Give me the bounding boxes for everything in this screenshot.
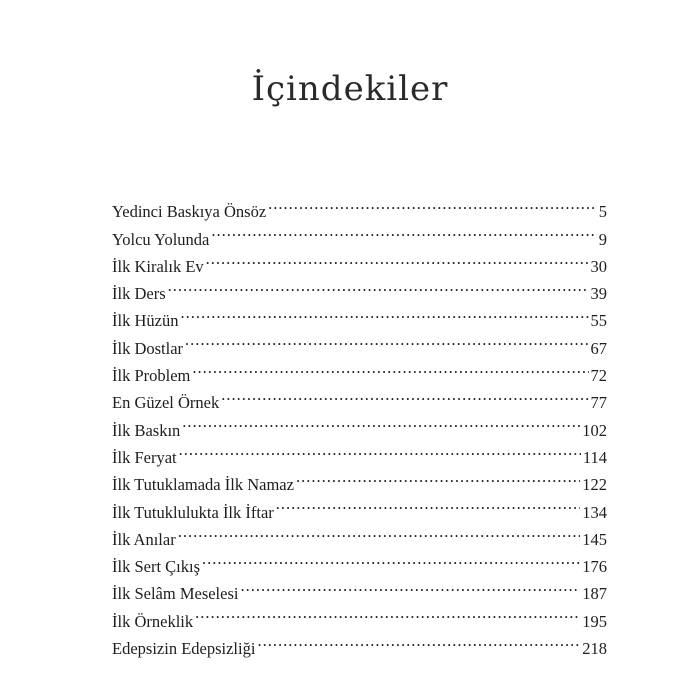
dot-leader [195, 599, 580, 626]
toc-entry-page-number: 176 [582, 557, 607, 577]
dot-leader [296, 463, 580, 490]
dot-leader [179, 436, 581, 463]
toc-entry-label: İlk Örneklik [112, 611, 194, 631]
dot-leader [178, 518, 581, 545]
toc-entry-page-number: 72 [590, 366, 607, 386]
toc-entry-label: İlk Problem [112, 366, 191, 386]
toc-entry-page-number: 39 [590, 284, 607, 304]
dot-leader [268, 190, 597, 217]
toc-entry-label: İlk Feryat [112, 447, 177, 467]
toc-entry-label: İlk Sert Çıkış [112, 557, 201, 577]
table-of-contents [112, 190, 607, 659]
toc-entry-page-number: 30 [590, 256, 607, 276]
toc-entry [112, 299, 607, 331]
toc-entry-page-number: 145 [582, 529, 607, 549]
toc-entry-page-number: 55 [590, 311, 607, 331]
toc-entry [112, 436, 607, 467]
toc-entry-page-number: 102 [582, 420, 607, 440]
toc-entry-label: İlk Hüzün [112, 311, 179, 331]
dot-leader [206, 245, 589, 272]
dot-leader [185, 326, 588, 353]
toc-entry-label: İlk Kiralık Ev [112, 256, 204, 276]
toc-entry [112, 518, 607, 549]
toc-entry-label: Yedinci Baskıya Önsöz [112, 202, 267, 222]
toc-entry-label: İlk Selâm Meselesi [112, 584, 239, 604]
dot-leader [202, 545, 580, 572]
dot-leader [211, 217, 596, 244]
toc-entry [112, 190, 607, 222]
toc-entry-page-number: 67 [590, 338, 607, 358]
toc-entry [112, 272, 607, 304]
dot-leader [221, 381, 588, 408]
toc-entry-label: İlk Anılar [112, 529, 176, 549]
toc-entry-label: Yolcu Yolunda [112, 229, 210, 249]
toc-entry-page-number: 134 [582, 502, 607, 522]
toc-entry [112, 354, 607, 386]
dot-leader [182, 408, 580, 435]
toc-entry-page-number: 9 [598, 229, 607, 249]
toc-entry-page-number: 187 [582, 584, 607, 604]
toc-entry-label: İlk Baskın [112, 420, 181, 440]
toc-entry [112, 545, 607, 577]
toc-entry-page-number: 77 [590, 393, 607, 413]
dot-leader [257, 627, 580, 654]
toc-entry-label: İlk Tutuklulukta İlk İftar [112, 502, 274, 522]
dot-leader [168, 272, 589, 299]
toc-entry-label: En Güzel Örnek [112, 393, 220, 413]
toc-entry-page-number: 5 [598, 202, 607, 222]
dot-leader [192, 354, 588, 381]
toc-entry [112, 326, 607, 358]
toc-entry-label: Edepsizin Edepsizliği [112, 639, 256, 659]
toc-entry-label: İlk Ders [112, 284, 166, 304]
dot-leader [180, 299, 588, 326]
toc-entry-label: İlk Dostlar [112, 338, 184, 358]
dot-leader [276, 490, 580, 517]
toc-entry-label: İlk Tutuklamada İlk Namaz [112, 475, 294, 495]
toc-entry [112, 463, 607, 495]
toc-entry [112, 408, 607, 440]
page-title: İçindekiler [251, 68, 449, 109]
toc-entry-page-number: 114 [582, 447, 607, 467]
dot-leader [240, 572, 580, 599]
toc-entry-page-number: 195 [582, 611, 607, 631]
toc-entry-page-number: 218 [582, 639, 607, 659]
toc-entry-page-number: 122 [582, 475, 607, 495]
